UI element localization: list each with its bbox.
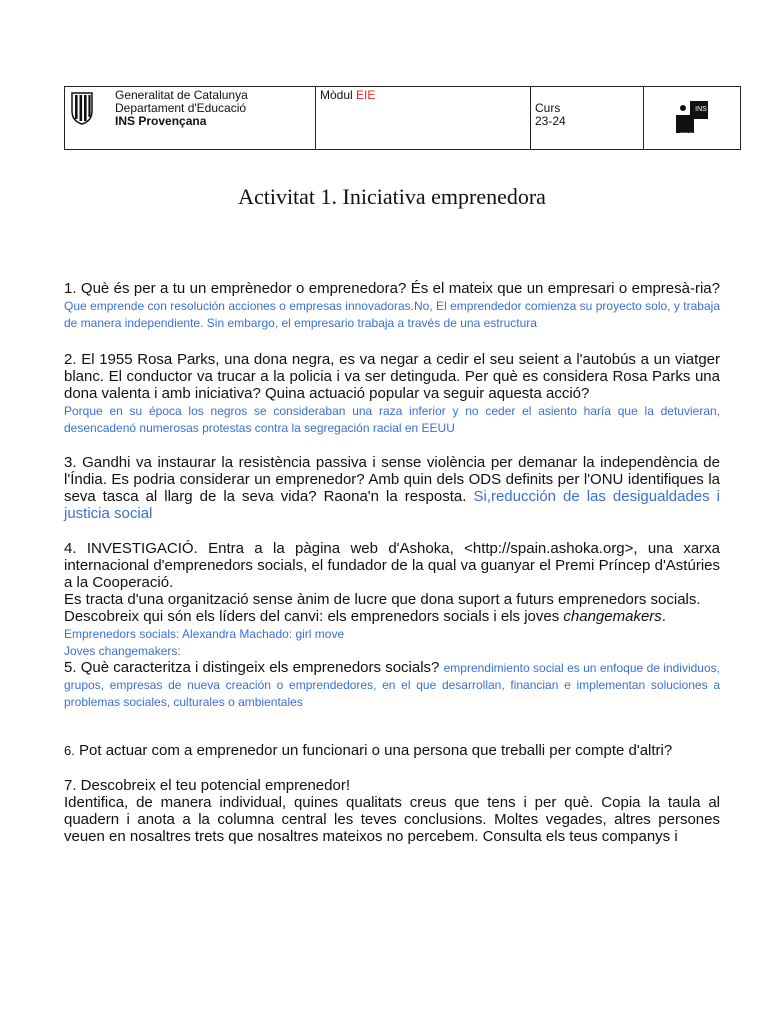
question-7 xyxy=(64,777,720,845)
org-name: Generalitat de Catalunya xyxy=(115,88,248,102)
curs-cell xyxy=(531,87,644,150)
question-6-text: Pot actuar com a emprenedor un funcionari o una persona que treballi per compte d'altri? xyxy=(79,742,673,759)
question-7-heading: 7. Descobreix el teu potencial emprenedor! xyxy=(64,777,350,794)
question-4-line2: Es tracta d'una organització sense ànim de lucre que dona suport a futurs emprenedors socials. xyxy=(64,591,701,608)
question-3 xyxy=(64,454,720,522)
answer-5: emprendimiento social es un enfoque de individuos, grupos, empresas de nueva creación o emprendedores, en el que desarrollan, financian e implementan soluciones a problemas sociales, culturales o ambientales xyxy=(64,661,720,709)
question-4-line3: Descobreix qui són els líders del canvi: els emprenedors socials i els joves xyxy=(64,608,560,625)
school-name: INS Provençana xyxy=(115,114,207,128)
curs-label: Curs xyxy=(535,101,561,115)
question-2-text: 2. El 1955 Rosa Parks, una dona negra, es va negar a cedir el seu seient a l'autobús a un viatger blanc. El conductor va trucar a la policia i va ser detinguda. Per què es considera Rosa Parks una dona valenta i amb iniciativa? Quina actuació popular va seguir aquesta acció? xyxy=(64,351,720,402)
question-4 xyxy=(64,540,720,659)
logo-ins-text: INS xyxy=(695,106,707,113)
logo-name-text: PROVENÇANA xyxy=(679,132,705,136)
answer-2: Porque en su época los negros se consideraban una raza inferior y no ceder el asiento haría que la detuvieran, desencadenó numerosas protestas contra la segregación racial en EEUU xyxy=(64,404,720,435)
curs-value: 23-24 xyxy=(535,114,566,128)
modul-label: Mòdul xyxy=(320,88,353,102)
generalitat-logo-cell xyxy=(65,87,112,150)
question-4-changemakers: changemakers xyxy=(563,608,662,625)
school-logo-cell xyxy=(644,87,741,150)
question-6-num: 6. xyxy=(64,743,75,758)
school-logo-icon xyxy=(672,97,712,137)
header-table xyxy=(64,86,741,150)
answer-4-line1: Emprenedors socials: Alexandra Machado: girl move xyxy=(64,627,345,641)
document-body xyxy=(64,280,720,845)
page-title: Activitat 1. Iniciativa emprenedora xyxy=(238,184,546,209)
answer-3: Si,reducción de las desigualdades i justicia social xyxy=(64,488,721,522)
question-7-text: Identifica, de manera individual, quines qualitats creus que tens i per què. Copia la taula al quadern i anota a la columna central les teves conclusions. Moltes vegades, altres persones veuen en nosaltres trets que nosaltres mateixos no percebem. Consulta els teus companys i xyxy=(64,794,720,845)
question-6 xyxy=(64,742,720,759)
organization-cell xyxy=(111,87,316,150)
question-1-text: 1. Què és per a tu un emprènedor o emprenedora? És el mateix que un empresari o empresà-ria? xyxy=(64,280,720,297)
question-3-text: 3. Gandhi va instaurar la resistència passiva i sense violència per demanar la independència de l'Índia. Es podria considerar un emprenedor? Amb quin dels ODS definits per l'ONU identifiques la seva tasca al llarg de la seva vida? Raona'n la resposta. xyxy=(64,454,720,505)
answer-1: Que emprende con resolución acciones o empresas innovadoras.No, El emprendedor comienza su proyecto solo, y trabaja de manera independiente. Sin embargo, el empresario trabaja a través de una estructura xyxy=(64,299,720,330)
modul-cell xyxy=(316,87,531,150)
generalitat-logo-icon xyxy=(69,91,95,125)
question-2 xyxy=(64,351,720,436)
question-5-text: 5. Què caracteritza i distingeix els emprenedors socials? xyxy=(64,659,440,676)
question-4-period: . xyxy=(661,608,666,625)
question-4-text: 4. INVESTIGACIÓ. Entra a la pàgina web d'Ashoka, <http://spain.ashoka.org>, una xarxa internacional d'emprenedors socials, el fundador de la qual va guanyar el Premi Príncep d'Astúries a la Cooperació. xyxy=(64,540,720,591)
modul-value: EIE xyxy=(356,88,376,102)
question-5 xyxy=(64,659,720,710)
department-name: Departament d'Educació xyxy=(115,101,247,115)
answer-4-line2: Joves changemakers: xyxy=(64,644,181,658)
question-1 xyxy=(64,280,720,331)
